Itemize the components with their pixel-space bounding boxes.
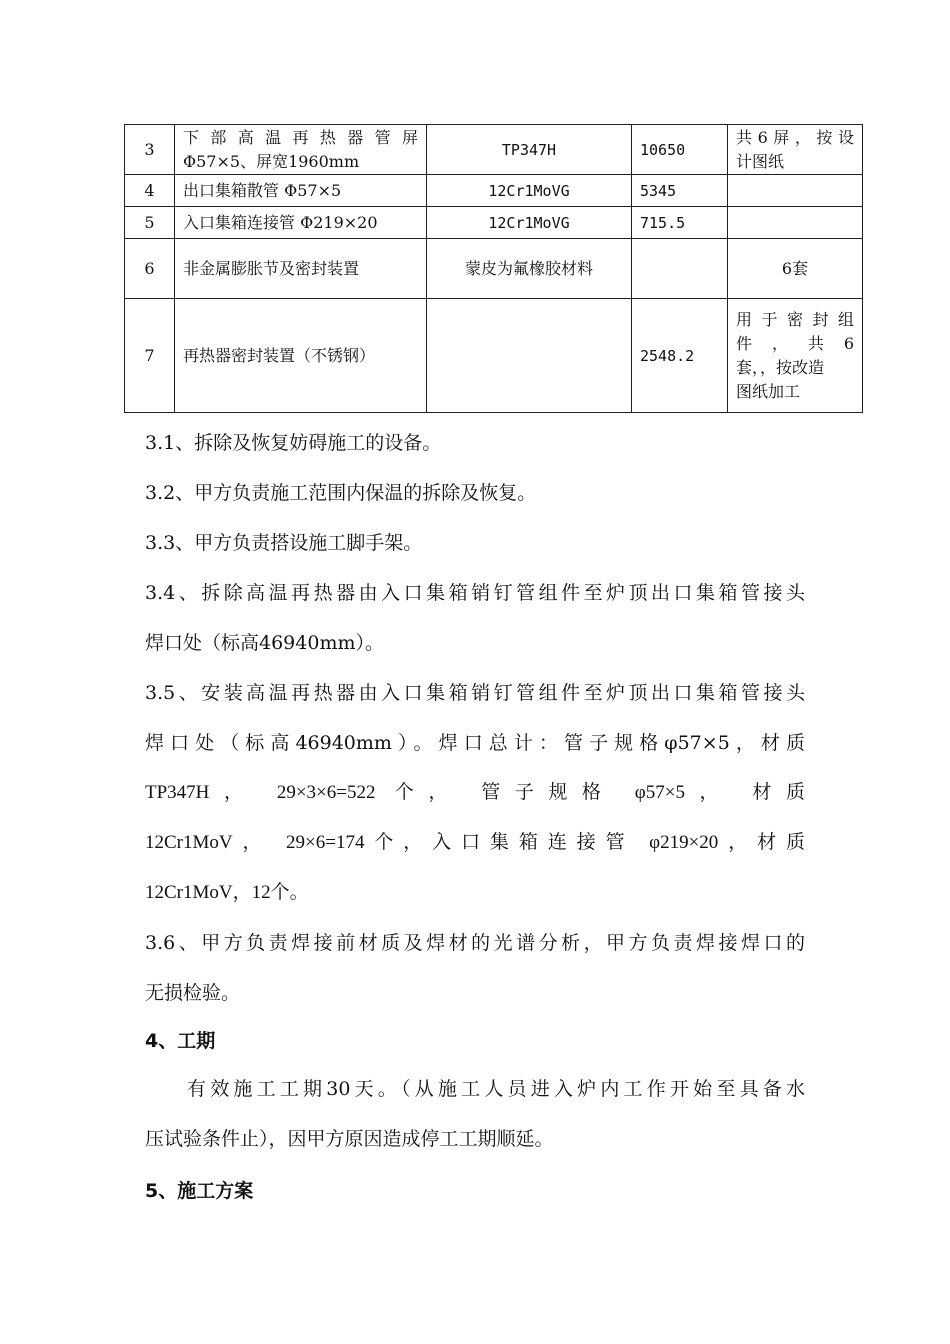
material-cell: 12Cr1MoVG <box>427 207 632 239</box>
section-4-body-line: 有效施工工期30天。（从施工人员进入炉内工作开始至具备水 <box>187 1078 805 1100</box>
note-line: 共6屏，按设 <box>736 127 854 147</box>
item-name-cell: 再热器密封装置（不锈钢） <box>175 299 427 413</box>
section-4-heading: 4、工期 <box>145 1030 216 1052</box>
paragraph-3-6-line: 无损检验。 <box>145 982 241 1004</box>
material-cell: 12Cr1MoVG <box>427 175 632 207</box>
material-cell: 蒙皮为氟橡胶材料 <box>427 239 632 299</box>
paragraph-3-5-line: 焊口处（标高46940mm）。焊口总计：管子规格φ57×5，材质 <box>145 732 805 754</box>
section-4-body-line: 压试验条件止），因甲方原因造成停工工期顺延。 <box>145 1128 554 1150</box>
paragraph-3-5-line: 12Cr1MoV， 29×6=174个，入口集箱连接管 φ219×20，材质 <box>145 832 805 853</box>
note-line: 用于密封组 <box>736 309 854 329</box>
row-number: 5 <box>125 207 175 239</box>
table-row <box>125 239 863 299</box>
row-number: 6 <box>125 239 175 299</box>
table-row <box>125 175 863 207</box>
row-number: 4 <box>125 175 175 207</box>
paragraph-3-5-line: 12Cr1MoV，12个。 <box>145 882 309 903</box>
weight-cell: 10650 <box>632 125 728 175</box>
row-number: 3 <box>125 125 175 175</box>
note-cell <box>728 207 863 239</box>
weight-cell: 2548.2 <box>632 299 728 413</box>
paragraph-3-6-line: 3.6、甲方负责焊接前材质及焊材的光谱分析，甲方负责焊接焊口的 <box>145 932 805 954</box>
item-name-cell: 入口集箱连接管 Φ219×20 <box>175 207 427 239</box>
weight-cell <box>632 239 728 299</box>
item-name-cell <box>175 125 427 175</box>
item-name-line: Φ57×5、屏宽1960mm <box>183 151 360 171</box>
note-cell <box>728 175 863 207</box>
paragraph-3-3: 3.3、甲方负责搭设施工脚手架。 <box>145 532 423 554</box>
paragraph-3-5-line: 3.5、安装高温再热器由入口集箱销钉管组件至炉顶出口集箱管接头 <box>145 682 805 704</box>
table-row <box>125 207 863 239</box>
paragraph-3-4-line: 3.4、拆除高温再热器由入口集箱销钉管组件至炉顶出口集箱管接头 <box>145 582 805 604</box>
weight-cell: 5345 <box>632 175 728 207</box>
paragraph-3-4-line: 焊口处（标高46940mm）。 <box>145 632 384 654</box>
note-line: 件，共6 <box>736 333 854 353</box>
item-name-cell: 非金属膨胀节及密封装置 <box>175 239 427 299</box>
material-cell <box>427 299 632 413</box>
paragraph-3-1: 3.1、拆除及恢复妨碍施工的设备。 <box>145 432 442 454</box>
weight-cell: 715.5 <box>632 207 728 239</box>
equipment-table <box>124 124 863 413</box>
note-line: 计图纸 <box>736 151 785 171</box>
table-row <box>125 299 863 413</box>
note-line: 图纸加工 <box>736 381 801 401</box>
material-cell: TP347H <box>427 125 632 175</box>
item-name-line: 下部高温再热器管屏 <box>183 127 418 147</box>
note-cell: 6套 <box>728 239 863 299</box>
section-5-heading: 5、施工方案 <box>145 1180 254 1202</box>
item-name-cell: 出口集箱散管 Φ57×5 <box>175 175 427 207</box>
row-number: 7 <box>125 299 175 413</box>
paragraph-3-5-line: TP347H， 29×3×6=522 个， 管子规格 φ57×5， 材质 <box>145 782 805 803</box>
paragraph-3-2: 3.2、甲方负责施工范围内保温的拆除及恢复。 <box>145 482 537 504</box>
note-line: 套，，按改造 <box>736 357 825 377</box>
note-cell <box>728 299 863 413</box>
table-row <box>125 125 863 175</box>
note-cell <box>728 125 863 175</box>
